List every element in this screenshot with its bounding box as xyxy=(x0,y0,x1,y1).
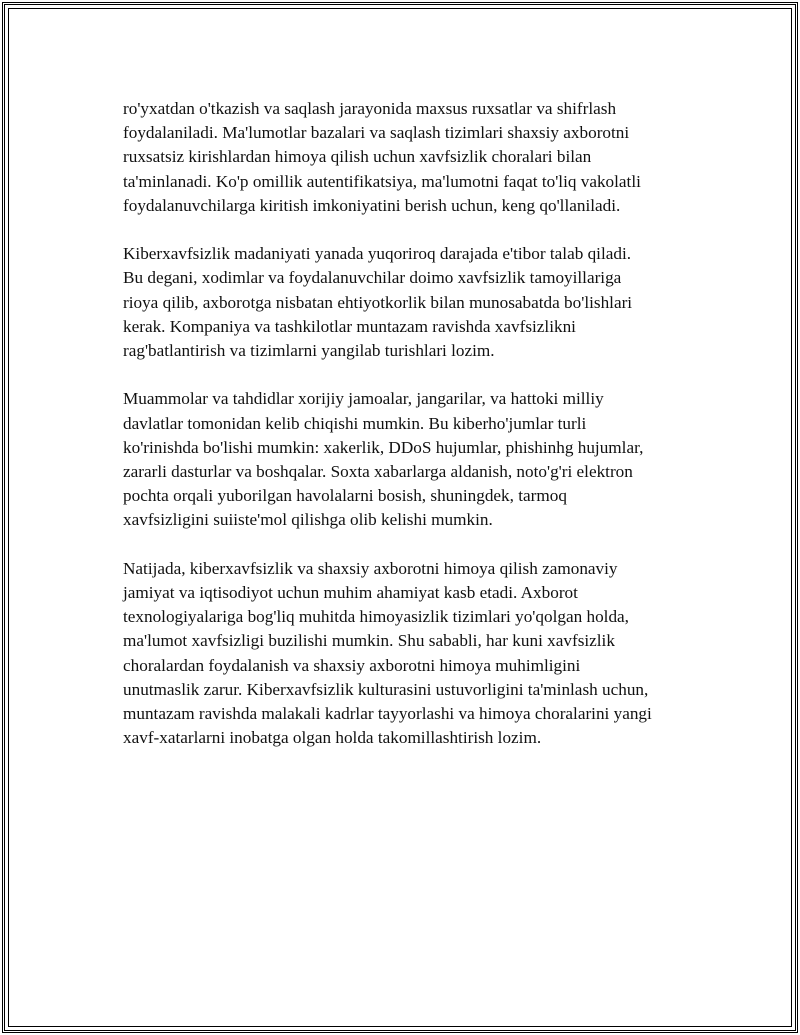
text-line: Muammolar va tahdidlar xorijiy jamoalar, jangarilar, va hattoki milliy xyxy=(123,389,604,409)
text-line: ko'rinishda bo'lishi mumkin: xakerlik, DDoS hujumlar, phishinhg hujumlar, xyxy=(123,437,644,457)
text-line: Natijada, kiberxavfsizlik va shaxsiy axborotni himoya qilish zamonaviy xyxy=(123,558,618,578)
paragraph-2 xyxy=(123,242,703,363)
paragraph-3 xyxy=(123,387,703,532)
document-body xyxy=(123,97,703,775)
text-line: foydalaniladi. Ma'lumotlar bazalari va saqlash tizimlari shaxsiy axborotni xyxy=(123,123,630,143)
text-line: ruxsatsiz kirishlardan himoya qilish uchun xavfsizlik choralari bilan xyxy=(123,147,592,167)
page-border xyxy=(2,2,798,1033)
text-line: kerak. Kompaniya va tashkilotlar muntazam ravishda xavfsizlikni xyxy=(123,316,576,336)
text-line: xavf-xatarlarni inobatga olgan holda takomillashtirish lozim. xyxy=(123,728,542,748)
text-line: xavfsizligini suiiste'mol qilishga olib kelishi mumkin. xyxy=(123,510,493,530)
paragraph-4 xyxy=(123,557,703,751)
paragraph-1 xyxy=(123,97,703,218)
text-line: muntazam ravishda malakali kadrlar tayyorlashi va himoya choralarini yangi xyxy=(123,704,652,724)
text-line: choralardan foydalanish va shaxsiy axborotni himoya muhimligini xyxy=(123,655,581,675)
text-line: ta'minlanadi. Ko'p omillik autentifikatsiya, ma'lumotni faqat to'liq vakolatli xyxy=(123,171,641,191)
text-line: Kiberxavfsizlik madaniyati yanada yuqoriroq darajada e'tibor talab qiladi. xyxy=(123,244,632,264)
text-line: jamiyat va iqtisodiyot uchun muhim ahamiyat kasb etadi. Axborot xyxy=(123,583,578,603)
text-line: davlatlar tomonidan kelib chiqishi mumkin. Bu kiberho'jumlar turli xyxy=(123,413,587,433)
text-line: rioya qilib, axborotga nisbatan ehtiyotkorlik bilan munosabatda bo'lishlari xyxy=(123,292,633,312)
text-line: texnologiyalariga bog'liq muhitda himoyasizlik tizimlari yo'qolgan holda, xyxy=(123,607,629,627)
text-line: zararli dasturlar va boshqalar. Soxta xabarlarga aldanish, noto'g'ri elektron xyxy=(123,462,633,482)
text-line: Bu degani, xodimlar va foydalanuvchilar doimo xavfsizlik tamoyillariga xyxy=(123,268,622,288)
text-line: pochta orqali yuborilgan havolalarni bosish, shuningdek, tarmoq xyxy=(123,486,567,506)
text-line: foydalanuvchilarga kiritish imkoniyatini berish uchun, keng qo'llaniladi. xyxy=(123,195,621,215)
text-line: rag'batlantirish va tizimlarni yangilab turishlari lozim. xyxy=(123,341,495,361)
text-line: unutmaslik zarur. Kiberxavfsizlik kulturasini ustuvorligini ta'minlash uchun, xyxy=(123,679,649,699)
text-line: ma'lumot xavfsizligi buzilishi mumkin. Shu sababli, har kuni xavfsizlik xyxy=(123,631,615,651)
text-line: ro'yxatdan o'tkazish va saqlash jarayonida maxsus ruxsatlar va shifrlash xyxy=(123,99,617,118)
